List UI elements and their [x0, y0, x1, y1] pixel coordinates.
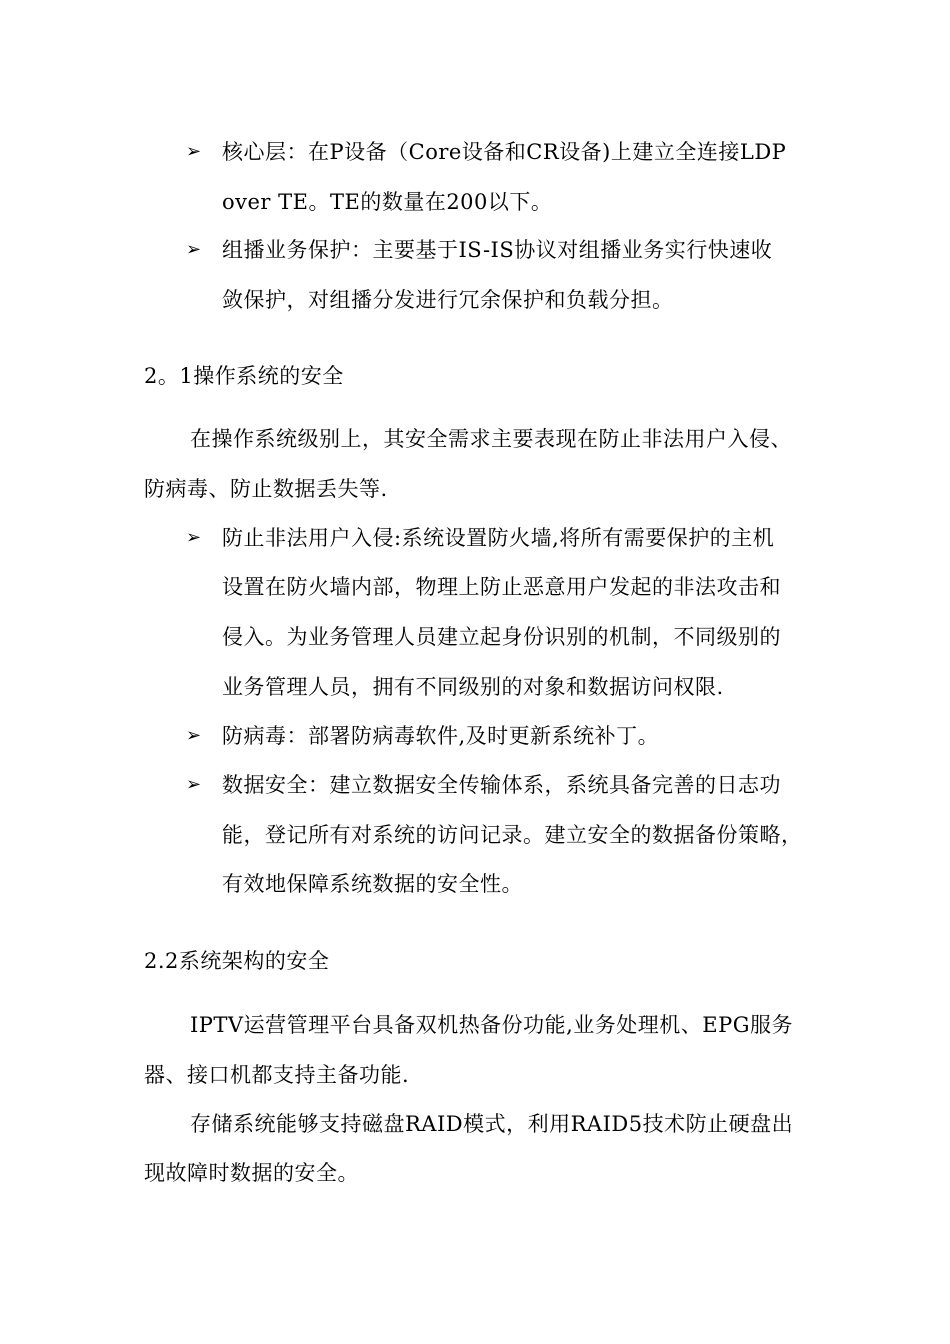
architecture-para2-line2: 现故障时数据的安全。	[144, 1161, 359, 1185]
bullet-data-security-line1: 数据安全：建立数据安全传输体系，系统具备完善的日志功	[222, 773, 781, 797]
bullet-arrow-icon: ➢	[186, 774, 202, 795]
architecture-para1-line1: IPTV运营管理平台具备双机热备份功能,业务处理机、EPG服务	[190, 1013, 794, 1037]
bullet-intrusion-line1: 防止非法用户入侵:系统设置防火墙,将所有需要保护的主机	[222, 526, 775, 550]
os-security-intro-line2: 防病毒、防止数据丢失等.	[144, 477, 388, 501]
bullet-intrusion-line4: 业务管理人员，拥有不同级别的对象和数据访问权限.	[222, 675, 724, 699]
bullet-data-security-line3: 有效地保障系统数据的安全性。	[222, 872, 523, 896]
bullet-multicast-line1: 组播业务保护：主要基于IS-IS协议对组播业务实行快速收	[222, 238, 773, 262]
section-heading-os-security: 2。1操作系统的安全	[144, 364, 344, 388]
os-security-intro-line1: 在操作系统级别上，其安全需求主要表现在防止非法用户入侵、	[190, 427, 792, 451]
bullet-arrow-icon: ➢	[186, 725, 202, 746]
bullet-multicast-line2: 敛保护，对组播分发进行冗余保护和负载分担。	[222, 288, 674, 312]
architecture-para1-line2: 器、接口机都支持主备功能.	[144, 1063, 410, 1087]
bullet-arrow-icon: ➢	[186, 239, 202, 260]
section-heading-architecture-security: 2.2系统架构的安全	[144, 949, 330, 973]
bullet-data-security-line2: 能，登记所有对系统的访问记录。建立安全的数据备份策略，	[222, 823, 803, 847]
bullet-arrow-icon: ➢	[186, 141, 202, 162]
architecture-para2-line1: 存储系统能够支持磁盘RAID模式，利用RAID5技术防止硬盘出	[190, 1112, 794, 1136]
bullet-core-layer-line1: 核心层：在P设备（Core设备和CR设备)上建立全连接LDP	[222, 140, 787, 164]
bullet-intrusion-line3: 侵入。为业务管理人员建立起身份识别的机制，不同级别的	[222, 625, 781, 649]
bullet-intrusion-line2: 设置在防火墙内部，物理上防止恶意用户发起的非法攻击和	[222, 575, 781, 599]
bullet-arrow-icon: ➢	[186, 527, 202, 548]
bullet-antivirus-line1: 防病毒：部署防病毒软件,及时更新系统补丁。	[222, 724, 660, 748]
bullet-core-layer-line2: over TE。TE的数量在200以下。	[222, 190, 553, 214]
